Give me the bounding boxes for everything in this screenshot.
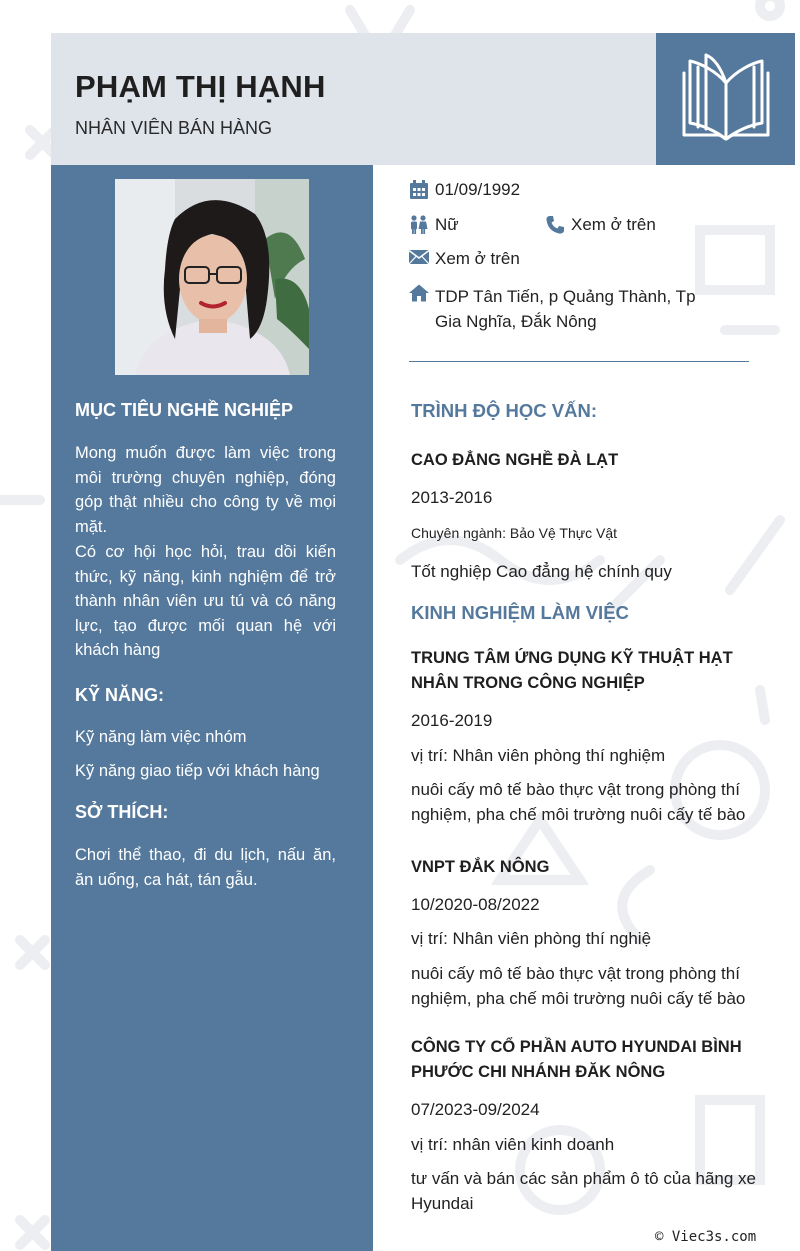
education-period: 2013-2016 — [411, 488, 493, 507]
email-row — [409, 249, 520, 269]
header-banner — [51, 33, 656, 165]
email-value: Xem ở trên — [435, 249, 520, 268]
skill-item: Kỹ năng làm việc nhóm — [75, 728, 247, 746]
job-period: 2016-2019 — [411, 711, 493, 730]
education-title: TRÌNH ĐỘ HỌC VẤN: — [411, 400, 598, 421]
address-row — [409, 284, 696, 334]
birthday-value: 01/09/1992 — [435, 180, 521, 199]
gender-row — [409, 215, 459, 235]
phone-row — [545, 215, 656, 235]
address-line-1: TDP Tân Tiến, p Quảng Thành, Tp — [435, 287, 696, 306]
job-company: TRUNG TÂM ỨNG DỤNG KỸ THUẬT HẠT NHÂN TRONG CÔNG NGHIỆP — [411, 649, 733, 692]
email-icon — [409, 249, 435, 265]
job-position: vị trí: Nhân viên phòng thí nghiệm — [411, 746, 666, 765]
experience-title: KINH NGHIỆM LÀM VIỆC — [411, 602, 629, 623]
job-position: vị trí: nhân viên kinh doanh — [411, 1135, 615, 1154]
job-description: nuôi cấy mô tế bào thực vật trong phòng thí nghiệm, pha chế môi trường nuôi cấy tế bào — [411, 780, 746, 824]
skills-title: KỸ NĂNG: — [75, 685, 164, 705]
job-description: tư vấn và bán các sản phẩm ô tô của hãng xe Hyundai — [411, 1169, 756, 1213]
hobbies-title: SỞ THÍCH: — [75, 802, 169, 822]
objective-text-2: Có cơ hội học hỏi, trau dồi kiến thức, kỹ năng, kinh nghiệm để trở thành nhân viên ưu tú và có năng lực, tạo được mối quan hệ với khách hàng — [75, 543, 336, 660]
calendar-icon — [409, 180, 435, 200]
footer-watermark: © Viec3s.com — [655, 1229, 757, 1245]
education-major: Chuyên ngành: Bảo Vệ Thực Vật — [411, 525, 618, 541]
main-content — [373, 165, 800, 1251]
education-school: CAO ĐẲNG NGHỀ ĐÀ LẠT — [411, 451, 619, 469]
job-company: CÔNG TY CỔ PHẦN AUTO HYUNDAI BÌNH PHƯỚC CHI NHÁNH ĐĂK NÔNG — [411, 1038, 742, 1081]
job-period: 10/2020-08/2022 — [411, 895, 540, 914]
section-divider — [409, 361, 749, 362]
job-period: 07/2023-09/2024 — [411, 1100, 540, 1119]
skill-item: Kỹ năng giao tiếp với khách hàng — [75, 762, 320, 780]
phone-icon — [545, 215, 571, 235]
job-company: VNPT ĐẮK NÔNG — [411, 858, 550, 876]
education-result: Tốt nghiệp Cao đẳng hệ chính quy — [411, 562, 672, 581]
sidebar — [51, 165, 373, 1251]
book-logo-icon — [678, 53, 774, 145]
job-position: vị trí: Nhân viên phòng thí nghiệ — [411, 929, 652, 948]
birthday-row — [409, 180, 520, 200]
home-icon — [409, 284, 435, 302]
hobbies-text: Chơi thể thao, đi du lịch, nấu ăn, ăn uống, ca hát, tán gẫu. — [75, 846, 336, 889]
objective-text: Mong muốn được làm việc trong môi trường chuyên nghiệp, đóng góp thật nhiều cho công ty về mọi mặt. — [75, 444, 336, 536]
address-line-2: Gia Nghĩa, Đắk Nông — [435, 312, 597, 331]
avatar — [115, 179, 309, 375]
job-description: nuôi cấy mô tế bào thực vật trong phòng thí nghiệm, pha chế môi trường nuôi cấy tế bào — [411, 964, 746, 1008]
gender-icon — [409, 215, 435, 235]
candidate-name: PHẠM THỊ HẠNH — [75, 69, 326, 104]
job-title: NHÂN VIÊN BÁN HÀNG — [75, 118, 273, 138]
objective-title: MỤC TIÊU NGHỀ NGHIỆP — [75, 400, 294, 420]
gender-value: Nữ — [435, 215, 459, 234]
phone-value: Xem ở trên — [571, 215, 656, 234]
logo-box — [656, 33, 795, 165]
